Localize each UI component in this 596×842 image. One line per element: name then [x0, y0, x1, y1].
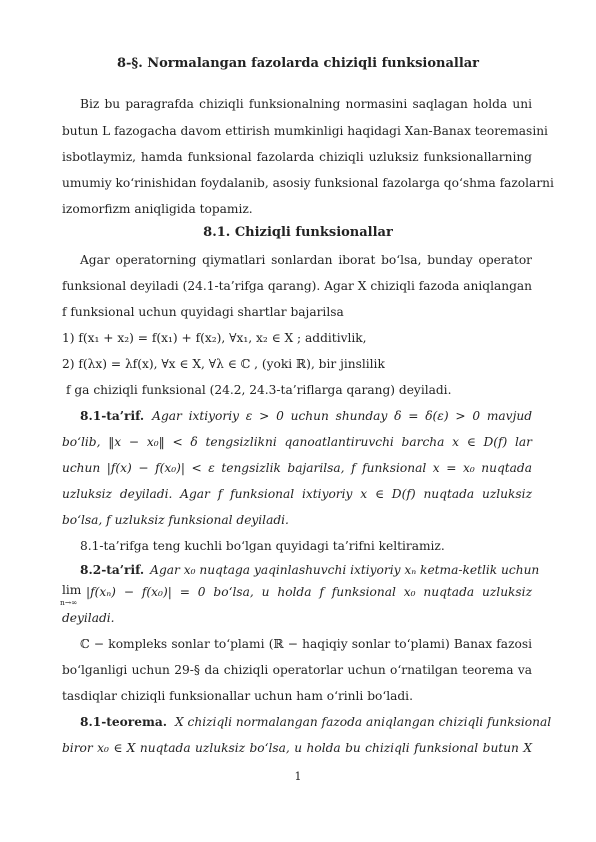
intro-line-2: butun L fazogacha davom ettirish mumkinligi haqidagi Xan-Banax teoremasini [62, 124, 548, 138]
def1-line-2: bo‘lib, ‖x − x₀‖ < δ tengsizlikni qanoatlantiruvchi barcha x ∈ D(f) lar [62, 435, 532, 449]
def1-line-3: uchun |f(x) − f(x₀)| < ε tengsizlik bajarilsa, f funksional x = x₀ nuqtada [62, 461, 532, 475]
condition-homogeneity: 2) f(λx) = λf(x), ∀x ∈ X, ∀λ ∈ ℂ , (yoki ℝ), bir jinslilik [62, 357, 385, 371]
condition-conclusion: f ga chiziqli funksional (24.2, 24.3-ta’riflarga qarang) deyiladi. [66, 383, 452, 397]
def1-line-4: uzluksiz deyiladi. Agar f funksional ixtiyoriy x ∈ D(f) nuqtada uzluksiz [62, 487, 532, 501]
intro-line-1: Biz bu paragrafda chiziqli funksionalning normasini saqlagan holda uni [80, 97, 532, 111]
theorem-label: 8.1-teorema. [80, 715, 167, 729]
limit-subscript: n→∞ [60, 598, 78, 607]
def2-text-1: Agar x₀ nuqtaga yaqinlashuvchi ixtiyoriy xₙ ketma-ketlik uchun [150, 563, 540, 577]
section-title: 8.1. Chiziqli funksionallar [203, 225, 393, 240]
def1-line-1 [80, 410, 532, 422]
p2-line-1: ℂ − kompleks sonlar to‘plami (ℝ − haqiqiy sonlar to‘plami) Banax fazosi [80, 637, 532, 651]
theorem-line-1 [80, 715, 552, 729]
page-number: 1 [294, 770, 302, 783]
def1-text-1: Agar ixtiyoriy ε > 0 uchun shunday δ = δ(ε) > 0 mavjud [152, 409, 532, 423]
def2-label: 8.2-ta’rif. [80, 563, 145, 577]
def2-line-3: deyiladi. [62, 611, 115, 625]
intro-line-5: izomorfizm aniqligida topamiz. [62, 202, 253, 216]
p1-line-3: f funksional uchun quyidagi shartlar bajarilsa [62, 305, 344, 319]
theorem-line-2: biror x₀ ∈ X nuqtada uzluksiz bo‘lsa, u holda bu chiziqli funksional butun X [62, 741, 532, 755]
def2-line-2: |f(xₙ) − f(x₀)| = 0 bo‘lsa, u holda f funksional x₀ nuqtada uzluksiz [86, 585, 532, 599]
def1-label: 8.1-ta’rif. [80, 409, 145, 423]
intro-line-3: isbotlaymiz, hamda funksional fazolarda chiziqli uzluksiz funksionallarning [62, 150, 532, 164]
p1-line-2: funksional deyiladi (24.1-ta’rifga qarang). Agar X chiziqli fazoda aniqlangan [62, 279, 532, 293]
def2-line-1 [80, 563, 540, 577]
intro-line-4: umumiy ko‘rinishidan foydalanib, asosiy funksional fazolarga qo‘shma fazolarni [62, 176, 554, 190]
p2-line-3: tasdiqlar chiziqli funksionallar uchun ham o‘rinli bo‘ladi. [62, 689, 413, 703]
condition-additivity: 1) f(x₁ + x₂) = f(x₁) + f(x₂), ∀x₁, x₂ ∈ X ; additivlik, [62, 331, 367, 345]
def1-line-5: bo‘lsa, f uzluksiz funksional deyiladi. [62, 513, 289, 527]
limit-symbol: lim [62, 583, 82, 597]
page-title: 8-§. Normalangan fazolarda chiziqli funksionallar [116, 56, 480, 71]
theorem-text-1: X chiziqli normalangan fazoda aniqlangan chiziqli funksional [175, 715, 552, 729]
p2-line-2: bo‘lganligi uchun 29-§ da chiziqli operatorlar uchun o‘rnatilgan teorema va [62, 663, 532, 677]
equivalence-note: 8.1-ta’rifga teng kuchli bo‘lgan quyidagi ta’rifni keltiramiz. [80, 539, 445, 553]
p1-line-1: Agar operatorning qiymatlari sonlardan iborat bo‘lsa, bunday operator [80, 253, 532, 267]
